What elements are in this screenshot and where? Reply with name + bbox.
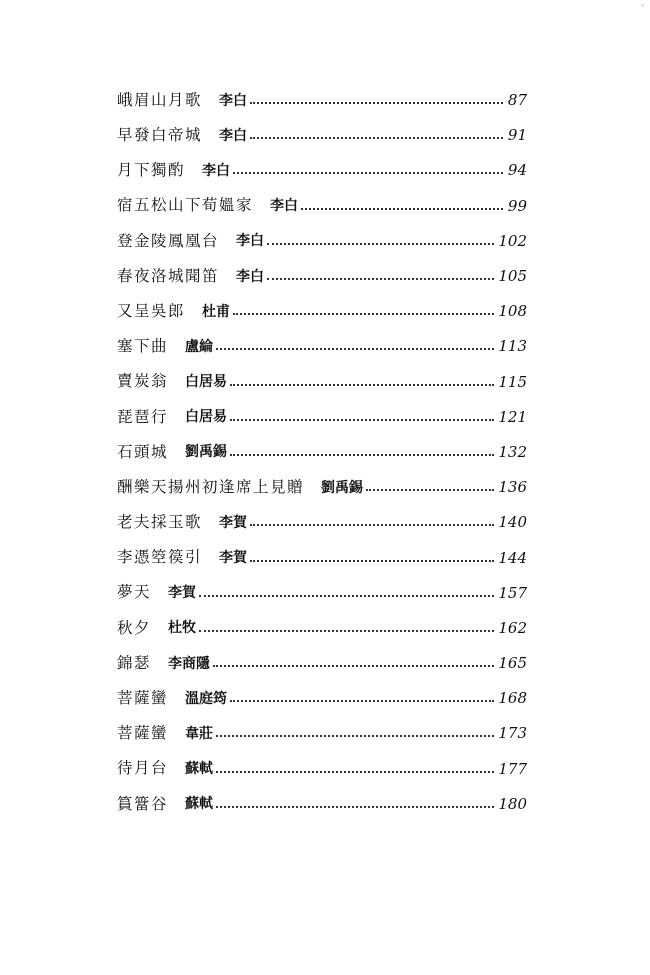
poem-title: 登金陵鳳凰台 <box>117 231 220 250</box>
toc-entry[interactable] <box>117 400 527 435</box>
dot-leader <box>301 207 503 210</box>
poem-author: 李賀 <box>168 585 197 602</box>
corner-speck <box>641 4 644 7</box>
poem-title: 菩薩蠻 <box>117 724 169 743</box>
table-of-contents <box>117 83 527 822</box>
poem-title: 早發白帝城 <box>117 126 203 145</box>
page-number: 132 <box>498 442 527 461</box>
toc-entry[interactable] <box>117 189 527 224</box>
poem-author: 李白 <box>219 127 248 144</box>
poem-title: 夢天 <box>117 583 152 602</box>
dot-leader <box>267 277 494 280</box>
toc-entry[interactable] <box>117 681 527 716</box>
page-number: 115 <box>498 372 527 391</box>
poem-author: 李賀 <box>219 514 248 531</box>
dot-leader <box>230 699 494 702</box>
dot-leader <box>216 805 494 808</box>
poem-author: 李白 <box>236 233 265 250</box>
poem-title: 琵琶行 <box>117 407 169 426</box>
poem-author: 白居易 <box>185 374 228 391</box>
page-number: 108 <box>498 302 527 321</box>
page-number: 91 <box>507 126 527 145</box>
poem-author: 李賀 <box>219 550 248 567</box>
poem-author: 溫庭筠 <box>185 690 228 707</box>
poem-author: 李商隱 <box>168 655 211 672</box>
page-number: 105 <box>498 267 527 286</box>
poem-title: 菩薩蠻 <box>117 689 169 708</box>
dot-leader <box>366 488 494 491</box>
dot-leader <box>267 242 494 245</box>
dot-leader <box>213 664 494 667</box>
toc-entry[interactable] <box>117 505 527 540</box>
page-number: 87 <box>507 91 527 110</box>
dot-leader <box>216 770 494 773</box>
page-number: 136 <box>498 478 527 497</box>
poem-title: 秋夕 <box>117 618 152 637</box>
poem-title: 賣炭翁 <box>117 372 169 391</box>
poem-author: 劉禹錫 <box>321 479 364 496</box>
toc-entry[interactable] <box>117 294 527 329</box>
dot-leader <box>233 171 503 174</box>
toc-entry[interactable] <box>117 329 527 364</box>
page-number: 157 <box>498 583 527 602</box>
dot-leader <box>199 629 494 632</box>
poem-title: 老夫採玉歌 <box>117 513 203 532</box>
dot-leader <box>216 734 494 737</box>
page-number: 180 <box>498 794 527 813</box>
page-number: 102 <box>498 231 527 250</box>
poem-title: 峨眉山月歌 <box>117 90 203 109</box>
dot-leader <box>233 312 494 315</box>
dot-leader <box>230 418 494 421</box>
page-number: 121 <box>498 407 527 426</box>
poem-title: 酬樂天揚州初逢席上見贈 <box>117 477 305 496</box>
toc-entry[interactable] <box>117 752 527 787</box>
dot-leader <box>250 136 503 139</box>
page-number: 94 <box>507 161 527 180</box>
page-number: 144 <box>498 548 527 567</box>
toc-entry[interactable] <box>117 435 527 470</box>
page-number: 99 <box>507 196 527 215</box>
poem-title: 宿五松山下荀媼家 <box>117 196 254 215</box>
poem-title: 錦瑟 <box>117 653 152 672</box>
toc-entry[interactable] <box>117 646 527 681</box>
poem-title: 月下獨酌 <box>117 161 186 180</box>
poem-title: 春夜洛城聞笛 <box>117 266 220 285</box>
dot-leader <box>199 594 494 597</box>
poem-author: 蘇軾 <box>185 761 214 778</box>
toc-entry[interactable] <box>117 365 527 400</box>
poem-author: 李白 <box>219 92 248 109</box>
poem-title: 李憑箜篌引 <box>117 548 203 567</box>
dot-leader <box>230 383 494 386</box>
toc-entry[interactable] <box>117 787 527 822</box>
dot-leader <box>250 101 503 104</box>
poem-author: 劉禹錫 <box>185 444 228 461</box>
page-number: 173 <box>498 724 527 743</box>
page-number: 165 <box>498 654 527 673</box>
page-number: 140 <box>498 513 527 532</box>
poem-title: 待月台 <box>117 759 169 778</box>
poem-author: 盧綸 <box>185 338 214 355</box>
toc-entry[interactable] <box>117 716 527 751</box>
page-number: 113 <box>498 337 527 356</box>
toc-entry[interactable] <box>117 470 527 505</box>
page-number: 168 <box>498 689 527 708</box>
poem-author: 白居易 <box>185 409 228 426</box>
poem-author: 韋莊 <box>185 725 214 742</box>
toc-entry[interactable] <box>117 118 527 153</box>
poem-author: 杜甫 <box>202 303 231 320</box>
poem-title: 篔簹谷 <box>117 794 169 813</box>
toc-entry[interactable] <box>117 576 527 611</box>
toc-entry[interactable] <box>117 224 527 259</box>
poem-author: 杜牧 <box>168 620 197 637</box>
dot-leader <box>230 453 494 456</box>
page-number: 177 <box>498 759 527 778</box>
toc-entry[interactable] <box>117 611 527 646</box>
poem-title: 又呈吳郎 <box>117 301 186 320</box>
toc-entry[interactable] <box>117 83 527 118</box>
dot-leader <box>250 559 494 562</box>
toc-entry[interactable] <box>117 540 527 575</box>
dot-leader <box>216 347 494 350</box>
toc-entry[interactable] <box>117 259 527 294</box>
poem-author: 李白 <box>270 198 299 215</box>
poem-author: 李白 <box>202 162 231 179</box>
toc-entry[interactable] <box>117 153 527 188</box>
poem-author: 李白 <box>236 268 265 285</box>
poem-title: 石頭城 <box>117 442 169 461</box>
dot-leader <box>250 523 494 526</box>
poem-author: 蘇軾 <box>185 796 214 813</box>
page-number: 162 <box>498 618 527 637</box>
poem-title: 塞下曲 <box>117 337 169 356</box>
